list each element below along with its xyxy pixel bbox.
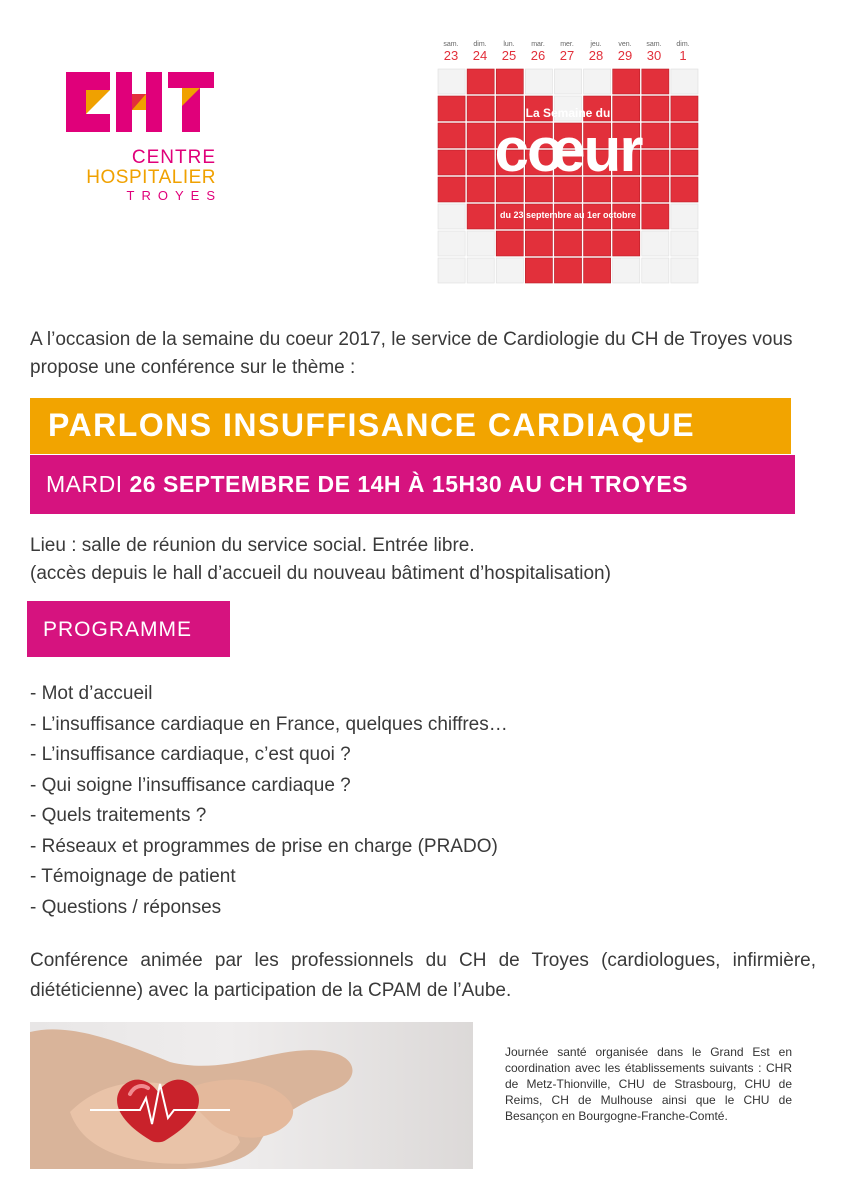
title-band [30,398,791,454]
heart-tile [467,69,494,94]
day-name: mer. [560,41,574,48]
day-name: dim. [676,41,690,48]
grid-tile [671,258,698,283]
heart-tile [496,231,523,256]
calendar-day [582,40,610,63]
day-number: 24 [472,48,488,63]
calendar-days [437,40,699,64]
heart-tile [525,258,552,283]
conference-title: PARLONS INSUFFISANCE CARDIAQUE [48,407,696,443]
heart-tile [584,258,611,283]
list-item: - Réseaux et programmes de prise en charge (PRADO) [30,835,498,857]
date-details: 26 SEPTEMBRE DE 14H À 15H30 AU CH TROYES [129,471,689,497]
partner-note: Journée santé organisée dans le Grand Est en coordination avec les établissements suivants : CHR de Metz-Thionville, CHU de Strasbourg, CHU de Reims, CH de Mulhouse ainsi que le CHU de Besançon en Bourgogne-Franche-Comté. [505,1045,792,1123]
list-item: - Témoignage de patient [30,866,236,887]
date-band [30,455,795,514]
day-name: jeu. [590,41,602,48]
grid-tile [642,231,669,256]
grid-tile [671,69,698,94]
cht-logo [66,72,222,212]
heart-tile [584,231,611,256]
day-name: sam. [646,41,662,48]
grid-tile [496,258,523,283]
day-name: sam. [443,41,459,48]
day-number: 23 [443,48,459,63]
day-name: dim. [473,41,487,48]
day-number: 26 [530,48,546,63]
heart-tile [554,258,581,283]
list-item: - L’insuffisance cardiaque, c’est quoi ? [30,744,351,765]
heart-tile [496,69,523,94]
list-item: - Qui soigne l’insuffisance cardiaque ? [30,774,351,796]
location-text [30,532,810,588]
heart-tile [613,231,640,256]
cht-logo-mark [66,72,214,132]
calendar-day [669,40,697,63]
calendar-day [553,40,581,63]
day-name: lun. [503,41,515,48]
calendar-day [437,40,465,63]
day-number: 27 [559,48,575,63]
grid-tile [467,258,494,283]
semaine-du-coeur-visual [437,40,699,285]
hands-heart-icon [30,1022,473,1169]
programme-tag [27,601,230,657]
grid-tile [438,231,465,256]
grid-tile [584,69,611,94]
programme-list [30,679,508,923]
conference-date [46,471,688,498]
day-name: ven. [618,41,632,48]
heart-tile [525,231,552,256]
hands-heart-photo [30,1022,473,1169]
location-line: Lieu : salle de réunion du service social. Entrée libre. [30,535,475,556]
logo-hospitalier: HOSPITALIER [86,167,216,188]
calendar-day [466,40,494,63]
heart-tile [642,69,669,94]
grid-tile [613,258,640,283]
day-number: 30 [646,48,662,63]
calendar-day [524,40,552,63]
grid-tile [438,258,465,283]
day-number: 28 [588,48,604,63]
access-line: (accès depuis le hall d’accueil du nouveau bâtiment d’hospitalisation) [30,563,611,584]
coeur-title: cœur [494,116,642,185]
intro-text: A l’occasion de la semaine du coeur 2017, le service de Cardiologie du CH de Troyes vous propose une conférence sur le thème : [30,329,793,378]
list-item: - Questions / réponses [30,896,222,918]
day-number: 25 [501,48,517,63]
day-name: mar. [531,41,545,48]
grid-tile [525,69,552,94]
grid-tile [642,258,669,283]
calendar-day [640,40,668,63]
grid-tile [671,231,698,256]
day-number: 29 [617,48,633,63]
semaine-du-label: La Semaine du [525,106,611,120]
logo-troyes: TROYES [126,188,222,203]
grid-tile [438,69,465,94]
grid-tile [554,69,581,94]
heart-tile [613,69,640,94]
semaine-dates: du 23 septembre au 1er octobre [499,210,637,220]
grid-tile [467,231,494,256]
list-item: - Mot d’accueil [30,683,153,704]
calendar-day [611,40,639,63]
conference-credits: Conférence animée par les professionnels du CH de Troyes (cardiologues, infirmière, diététicienne) avec la participation de la CPAM de l’Aube. [30,950,816,1001]
date-prefix: MARDI [46,471,130,497]
heart-tile [554,231,581,256]
list-item: - L’insuffisance cardiaque en France, quelques chiffres… [30,713,508,735]
calendar-day [495,40,523,63]
day-number: 1 [679,48,687,63]
logo-centre: CENTRE [131,147,216,168]
programme-label: PROGRAMME [43,618,193,641]
list-item: - Quels traitements ? [30,805,207,826]
